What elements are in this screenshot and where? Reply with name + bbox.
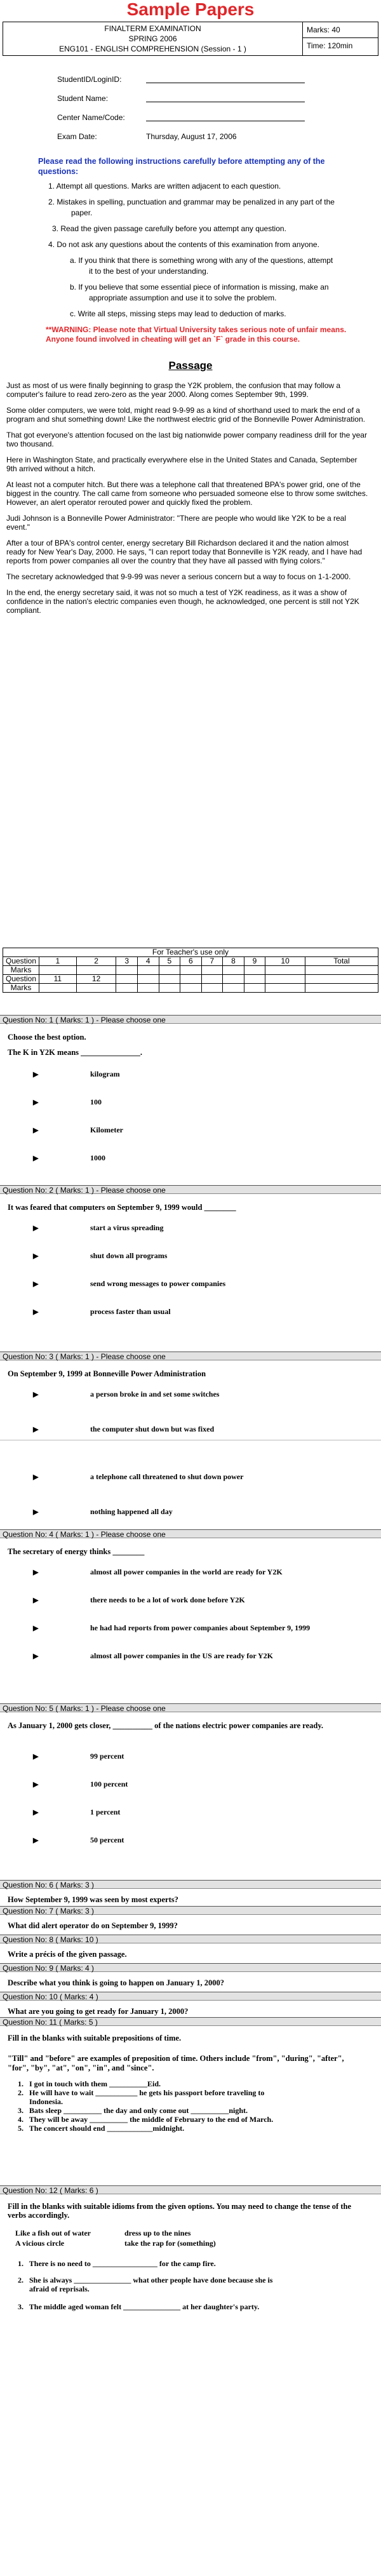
- exam-date-label: Exam Date:: [57, 132, 97, 141]
- bullet-arrow-icon: ▶: [33, 1280, 39, 1288]
- score-cell: [116, 966, 138, 975]
- score-cell: [265, 975, 305, 984]
- passage-paragraph: That got everyone's attention focused on the last big nationwide power company readiness drill for the year two thousand.: [6, 431, 367, 448]
- teacher-score-table: [3, 948, 378, 993]
- question-text: Write a précis of the given passage.: [8, 1950, 127, 1959]
- score-cell: [159, 966, 180, 975]
- fill-blank-item: 2. He will have to wait ___________ he gets his passport before traveling to: [18, 2088, 265, 2097]
- score-cell: [116, 984, 138, 993]
- answer-option[interactable]: [33, 1097, 102, 1107]
- question-text: How September 9, 1999 was seen by most experts?: [8, 1895, 178, 1904]
- instruction-item: 3. Read the given passage carefully before you attempt any question.: [52, 224, 286, 233]
- question-bar: Question No: 6 ( Marks: 3 ): [0, 1880, 381, 1889]
- idiom-option: Like a fish out of water: [15, 2229, 91, 2237]
- exam-date: Thursday, August 17, 2006: [146, 132, 237, 141]
- instruction-item: a. If you think that there is something wrong with any of the questions, attempt: [70, 256, 333, 265]
- score-cell: 7: [201, 957, 223, 966]
- bullet-arrow-icon: ▶: [33, 1473, 39, 1481]
- score-row-label: Question: [3, 975, 39, 984]
- bullet-arrow-icon: ▶: [33, 1597, 39, 1604]
- score-cell: 9: [244, 957, 265, 966]
- score-cell: [180, 975, 202, 984]
- exam-header-right: [302, 22, 378, 55]
- question-bar: Question No: 12 ( Marks: 6 ): [0, 2185, 381, 2194]
- bullet-arrow-icon: ▶: [33, 1155, 39, 1162]
- score-row-label: Marks: [3, 984, 39, 993]
- score-cell: [39, 984, 77, 993]
- instruction-item: 2. Mistakes in spelling, punctuation and grammar may be penalized in any part of the: [48, 198, 335, 206]
- question-text: It was feared that computers on September 9, 1999 would ________: [8, 1203, 236, 1212]
- score-cell: [305, 966, 378, 975]
- score-cell: [244, 975, 265, 984]
- idiom-option: dress up to the nines: [124, 2229, 191, 2237]
- question-subtext: "Till" and "before" are examples of preposition of time. Others include "from", "during", "after", "for", "by", "at", "on", "in", and "since".: [8, 2054, 344, 2072]
- instruction-item: 1. Attempt all questions. Marks are written adjacent to each question.: [48, 182, 281, 191]
- option-label: start a virus spreading: [90, 1223, 164, 1232]
- fill-blank-item: afraid of reprisals.: [18, 2284, 90, 2293]
- option-label: almost all power companies in the world are ready for Y2K: [90, 1567, 283, 1576]
- instruction-item: paper.: [71, 208, 93, 217]
- answer-option[interactable]: [33, 1507, 173, 1517]
- answer-option[interactable]: [33, 1307, 171, 1317]
- student-id-field[interactable]: [146, 76, 305, 83]
- passage-paragraph: Just as most of us were finally beginning to grasp the Y2K problem, the confusion that may follow a computer's failure to read zero-zero as the year 2000. Along comes September 9th, 1999.: [6, 381, 341, 399]
- warning-text: **WARNING: Please note that Virtual University takes serious note of unfair means. Anyone found involved in cheating will get an `F` grade in this course.: [46, 325, 347, 344]
- answer-option[interactable]: [33, 1835, 124, 1845]
- fill-blank-item: 1. I got in touch with them __________Eid.: [18, 2079, 161, 2088]
- instruction-item: it to the best of your understanding.: [89, 267, 209, 276]
- score-cell: [76, 966, 116, 975]
- idiom-option: take the rap for (something): [124, 2239, 216, 2248]
- bullet-arrow-icon: ▶: [33, 1071, 39, 1078]
- instruction-item: c. Write all steps, missing steps may lead to deduction of marks.: [70, 309, 286, 318]
- score-cell: [159, 984, 180, 993]
- instructions-list: [44, 182, 356, 319]
- question-text: What did alert operator do on September 9, 1999?: [8, 1921, 178, 1930]
- score-cell: [76, 984, 116, 993]
- option-label: Kilometer: [90, 1125, 123, 1134]
- option-label: he had had reports from power companies about September 9, 1999: [90, 1623, 311, 1632]
- option-label: kilogram: [90, 1070, 120, 1078]
- passage-paragraph: Judi Johnson is a Bonneville Power Administrator: "There are people who would like Y2K to be a real event.": [6, 514, 347, 532]
- score-cell: [180, 984, 202, 993]
- answer-option[interactable]: [33, 1251, 167, 1261]
- question-bar: Question No: 4 ( Marks: 1 ) - Please choose one: [0, 1529, 381, 1538]
- score-cell: 2: [76, 957, 116, 966]
- fill-blank-item: 2. She is always _______________ what other people have done because she is: [18, 2276, 273, 2284]
- option-label: 100 percent: [90, 1780, 128, 1788]
- score-cell: [223, 975, 244, 984]
- question-text: The secretary of energy thinks ________: [8, 1547, 145, 1556]
- fill-blank-item: 1. There is no need to _________________ for the camp fire.: [18, 2259, 216, 2268]
- bullet-arrow-icon: ▶: [33, 1426, 39, 1433]
- question-subtext: verbs accordingly.: [8, 2211, 70, 2220]
- question-text: What are you going to get ready for January 1, 2000?: [8, 2007, 189, 2016]
- question-bar: Question No: 11 ( Marks: 5 ): [0, 2017, 381, 2026]
- student-id-label: StudentID/LoginID:: [57, 75, 122, 84]
- score-cell: [180, 966, 202, 975]
- score-cell: [201, 984, 223, 993]
- passage-paragraph: Some older computers, we were told, might read 9-9-99 as a kind of shorthand used to mark the end of a program and shut something down! Like the northwest electric grid of the Bonneville Power Administration.: [6, 406, 365, 424]
- option-label: there needs to be a lot of work done before Y2K: [90, 1595, 245, 1604]
- exam-header-center: [3, 22, 302, 55]
- exam-header: [3, 22, 378, 56]
- option-label: a person broke in and set some switches: [90, 1390, 220, 1399]
- center-field[interactable]: [146, 114, 305, 121]
- score-cell: [137, 966, 159, 975]
- score-cell: [201, 975, 223, 984]
- bullet-arrow-icon: ▶: [33, 1781, 39, 1788]
- score-cell: [201, 966, 223, 975]
- score-cell: 11: [39, 975, 77, 984]
- student-name-label: Student Name:: [57, 94, 109, 103]
- option-label: 1000: [90, 1153, 105, 1162]
- score-cell: [223, 966, 244, 975]
- fill-blank-item: 4. They will be away __________ the middle of February to the end of March.: [18, 2115, 274, 2124]
- option-label: 99 percent: [90, 1752, 124, 1761]
- question-bar: Question No: 7 ( Marks: 3 ): [0, 1906, 381, 1915]
- question-text: Describe what you think is going to happen on January 1, 2000?: [8, 1978, 225, 1987]
- score-row-label: Marks: [3, 966, 39, 975]
- option-label: process faster than usual: [90, 1307, 171, 1316]
- score-cell: Total: [305, 957, 378, 966]
- exam-title: FINALTERM EXAMINATION: [104, 24, 201, 33]
- score-cell: [305, 975, 378, 984]
- passage-body: [0, 381, 381, 615]
- answer-option[interactable]: [33, 1808, 120, 1817]
- bullet-arrow-icon: ▶: [33, 1391, 39, 1399]
- bullet-arrow-icon: ▶: [33, 1653, 39, 1660]
- passage-paragraph: Here in Washington State, and practically everywhere else in the United States and Canada, September 9th arrived without a hitch.: [6, 455, 358, 473]
- answer-option[interactable]: [33, 1279, 225, 1289]
- option-label: 50 percent: [90, 1835, 124, 1844]
- bullet-arrow-icon: ▶: [33, 1224, 39, 1232]
- option-label: nothing happened all day: [90, 1507, 173, 1516]
- fill-blank-item: 3. Bats sleep __________ the day and only come out __________night.: [18, 2106, 248, 2115]
- question-bar: Question No: 10 ( Marks: 4 ): [0, 1992, 381, 2001]
- score-cell: [116, 975, 138, 984]
- student-info: [57, 70, 381, 146]
- score-cell: [137, 984, 159, 993]
- passage-paragraph: The secretary acknowledged that 9-9-99 was never a serious concern but a way to focus on 1-1-2000.: [6, 572, 351, 581]
- question-text: Choose the best option.: [8, 1033, 86, 1042]
- answer-option[interactable]: [33, 1752, 124, 1761]
- instruction-item: 4. Do not ask any questions about the contents of this examination from anyone.: [48, 240, 319, 249]
- answer-option[interactable]: [33, 1567, 283, 1577]
- question-bar: Question No: 2 ( Marks: 1 ) - Please choose one: [0, 1185, 381, 1194]
- exam-marks: Marks: 40: [307, 25, 340, 34]
- question-text: Fill in the blanks with suitable prepositions of time.: [8, 2034, 182, 2043]
- option-label: the computer shut down but was fixed: [90, 1425, 215, 1433]
- score-cell: 6: [180, 957, 202, 966]
- question-text: On September 9, 1999 at Bonneville Power Administration: [8, 1369, 206, 1378]
- bullet-arrow-icon: ▶: [33, 1625, 39, 1632]
- bullet-arrow-icon: ▶: [33, 1508, 39, 1516]
- option-label: 1 percent: [90, 1808, 121, 1816]
- bullet-arrow-icon: ▶: [33, 1569, 39, 1576]
- idiom-option: A vicious circle: [15, 2239, 65, 2248]
- score-cell: 8: [223, 957, 244, 966]
- score-cell: 12: [76, 975, 116, 984]
- score-cell: [244, 984, 265, 993]
- exam-term: SPRING 2006: [128, 34, 177, 43]
- option-label: send wrong messages to power companies: [90, 1279, 226, 1288]
- fill-blank-item: Indonesia.: [18, 2097, 64, 2106]
- passage-paragraph: At least not a computer hitch. But there was a telephone call that threatened BPA's power grid, one of the biggest in the country. The call came from someone who persuaded someone else to throw some switches. However, an alert operator rerouted power and quickly fixed the problem.: [6, 480, 368, 507]
- question-bar: Question No: 1 ( Marks: 1 ) - Please choose one: [0, 1015, 381, 1024]
- passage-title: Passage: [168, 359, 213, 372]
- answer-option[interactable]: [33, 1651, 273, 1661]
- exam-time: Time: 120min: [303, 37, 378, 53]
- score-cell: [244, 966, 265, 975]
- bullet-arrow-icon: ▶: [33, 1753, 39, 1761]
- option-label: shut down all programs: [90, 1251, 168, 1260]
- question-text: Fill in the blanks with suitable idioms from the given options. You may need to change the tense of the: [8, 2202, 352, 2211]
- bullet-arrow-icon: ▶: [33, 1809, 39, 1816]
- question-bar: Question No: 3 ( Marks: 1 ) - Please choose one: [0, 1352, 381, 1360]
- option-label: almost all power companies in the US are ready for Y2K: [90, 1651, 273, 1660]
- center-label: Center Name/Code:: [57, 113, 125, 122]
- answer-option[interactable]: [33, 1623, 310, 1633]
- fill-blank-item: 5. The concert should end ____________midnight.: [18, 2124, 185, 2133]
- passage-paragraph: In the end, the energy secretary said, it was not so much a test of Y2K readiness, as it was a show of confidence in the nation's electric companies even though, he acknowledged, one percent is still not Y2K compliant.: [6, 588, 359, 615]
- score-cell: [265, 966, 305, 975]
- score-table-caption: For Teacher's use only: [3, 948, 378, 957]
- question-bar: Question No: 8 ( Marks: 10 ): [0, 1935, 381, 1943]
- score-cell: [305, 984, 378, 993]
- fill-blank-item: 3. The middle aged woman felt _______________ at her daughter's party.: [18, 2302, 260, 2311]
- passage-paragraph: After a tour of BPA's control center, energy secretary Bill Richardson declared it and the nation almost ready for New Year's Day, 2000. He says, "I can report today that Bonneville is Y2K ready, and I have had reports from power companies all over the country that they have all passed with flying colors.": [6, 539, 363, 565]
- score-cell: [223, 984, 244, 993]
- bullet-arrow-icon: ▶: [33, 1837, 39, 1844]
- score-cell: [265, 984, 305, 993]
- score-cell: 10: [265, 957, 305, 966]
- score-cell: 4: [137, 957, 159, 966]
- question-text: As January 1, 2000 gets closer, __________ of the nations electric power companies are ready.: [8, 1721, 324, 1730]
- score-cell: [137, 975, 159, 984]
- answer-option[interactable]: [33, 1223, 163, 1233]
- instruction-item: appropriate assumption and use it to solve the problem.: [89, 293, 277, 302]
- score-cell: 1: [39, 957, 77, 966]
- bullet-arrow-icon: ▶: [33, 1099, 39, 1106]
- exam-course: ENG101 - ENGLISH COMPREHENSION (Session - 1 ): [59, 44, 246, 53]
- bullet-arrow-icon: ▶: [33, 1308, 39, 1316]
- bullet-arrow-icon: ▶: [33, 1127, 39, 1134]
- answer-option[interactable]: [33, 1780, 128, 1789]
- option-label: a telephone call threatened to shut down power: [90, 1472, 244, 1481]
- option-label: 100: [90, 1097, 102, 1106]
- answer-option[interactable]: [33, 1153, 105, 1163]
- student-name-field[interactable]: [146, 95, 305, 102]
- question-bar: Question No: 5 ( Marks: 1 ) - Please choose one: [0, 1703, 381, 1712]
- score-cell: 5: [159, 957, 180, 966]
- question-subtext: The K in Y2K means _______________.: [8, 1048, 143, 1057]
- page-banner: Sample Papers: [126, 0, 255, 19]
- answer-option[interactable]: [33, 1070, 120, 1079]
- answer-option[interactable]: [33, 1425, 214, 1434]
- score-cell: 3: [116, 957, 138, 966]
- answer-option[interactable]: [33, 1595, 245, 1605]
- instruction-item: b. If you believe that some essential piece of information is missing, make an: [70, 283, 329, 292]
- score-row-label: Question: [3, 957, 39, 966]
- bullet-arrow-icon: ▶: [33, 1252, 39, 1260]
- instructions-heading: Please read the following instructions carefully before attempting any of the questions:: [38, 157, 325, 176]
- question-bar: Question No: 9 ( Marks: 4 ): [0, 1963, 381, 1972]
- answer-option[interactable]: [33, 1390, 219, 1399]
- score-cell: [39, 966, 77, 975]
- answer-option[interactable]: [33, 1125, 123, 1135]
- score-cell: [159, 975, 180, 984]
- answer-option[interactable]: [33, 1472, 243, 1482]
